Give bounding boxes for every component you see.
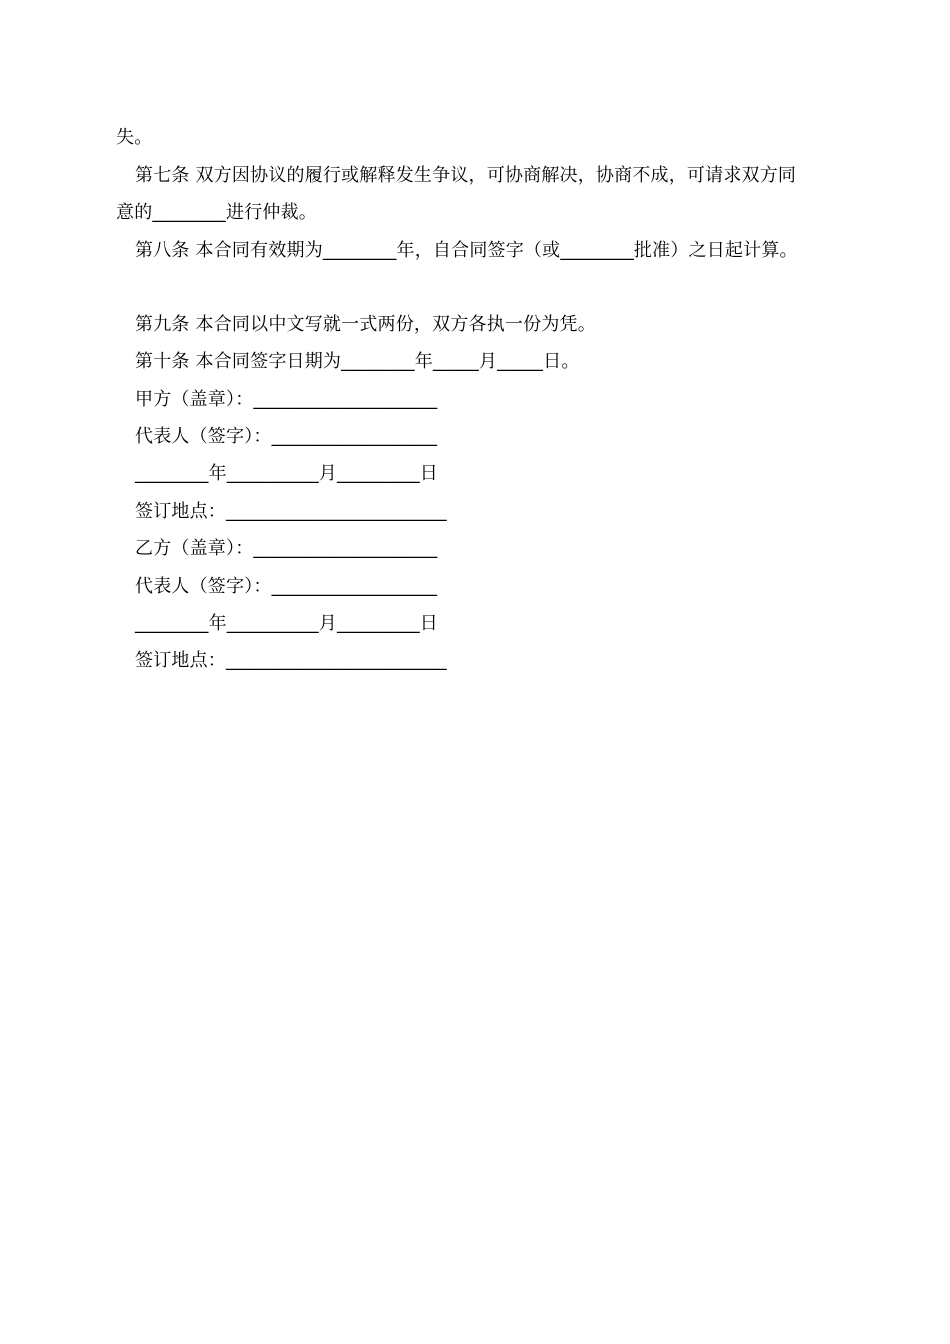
article-8: 第八条 本合同有效期为________年，自合同签字（或________批准）之日起计算。 bbox=[135, 240, 798, 261]
article-7-line-2: 意的________进行仲裁。 bbox=[116, 202, 317, 223]
party-b-place-line: 签订地点：________________________ bbox=[135, 650, 447, 671]
party-b-representative-line: 代表人（签字）：__________________ bbox=[135, 576, 438, 597]
article-7-line-1: 第七条 双方因协议的履行或解释发生争议，可协商解决，协商不成，可请求双方同 bbox=[135, 165, 797, 186]
party-a-seal-line: 甲方（盖章）：____________________ bbox=[135, 389, 438, 410]
party-b-date-line: ________年__________月_________日 bbox=[135, 613, 438, 634]
party-a-place-line: 签订地点：________________________ bbox=[135, 501, 447, 522]
party-a-representative-line: 代表人（签字）：__________________ bbox=[135, 426, 438, 447]
party-b-seal-line: 乙方（盖章）：____________________ bbox=[135, 538, 438, 559]
article-9: 第九条 本合同以中文写就一式两份，双方各执一份为凭。 bbox=[135, 314, 596, 335]
party-a-date-line: ________年__________月_________日 bbox=[135, 463, 438, 484]
paragraph-line-1: 失。 bbox=[116, 127, 153, 148]
article-10: 第十条 本合同签字日期为________年_____月_____日。 bbox=[135, 351, 580, 372]
